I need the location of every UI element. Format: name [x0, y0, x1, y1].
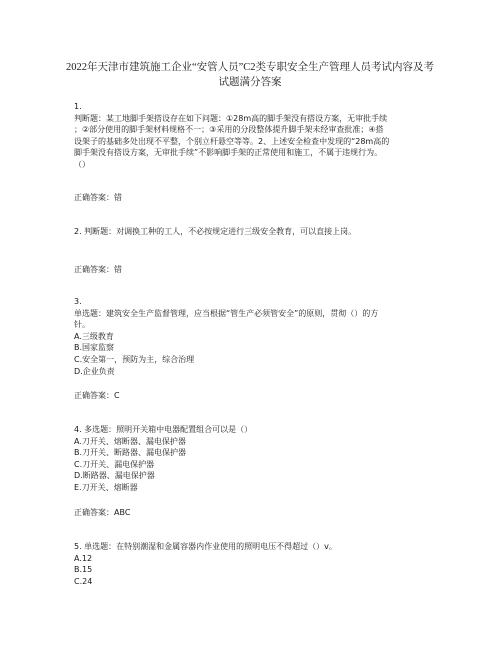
question-line: 脚手架没有搭设方案，无审批手续”不影响脚手架的正常使用和施工，不属于违规行为。 — [74, 148, 383, 158]
question-line: ；②部分使用的脚手架材料规格不一；③采用的分段整体提升脚手架未经审查批准；④搭 — [74, 125, 384, 135]
answer-3: 正确答案：C — [74, 391, 120, 400]
option-a: A.三级教育 — [74, 331, 114, 341]
question-1 — [74, 101, 434, 171]
question-line: 4. 多选题：照明开关箱中电器配置组合可以是（） — [74, 425, 253, 434]
question-line: 2. 判断题：对调换工种的工人，不必按规定进行三级安全教育，可以直接上岗。 — [74, 227, 357, 236]
question-line: 3. — [74, 297, 82, 306]
option-c: C.刀开关、漏电保护器 — [74, 459, 155, 469]
question-line: 设架子的基础多处出现不平整，个别立杆悬空等等。2、上述安全检查中发现的“28m高的 — [74, 136, 390, 146]
answer-1: 正确答案：错 — [74, 193, 122, 202]
title-line-1: 2022年天津市建筑施工企业“安管人员”C2类专职安全生产管理人员考试内容及考 — [65, 62, 435, 73]
option-d: D.企业负责 — [74, 366, 115, 376]
question-5 — [74, 541, 434, 587]
document-title — [60, 60, 440, 90]
question-line: 单选题：建筑安全生产监督管理，应当根据“管生产必须管安全”的原则，贯彻（）的方 — [74, 308, 379, 318]
option-b: B.15 — [74, 565, 93, 575]
option-a: A.刀开关、熔断器、漏电保护器 — [74, 436, 186, 446]
option-c: C.安全第一，预防为主，综合治理 — [74, 354, 195, 364]
question-line: 针。 — [74, 320, 90, 330]
question-line: 5. 单选题：在特别潮湿和金属容器内作业使用的照明电压不得超过（）v。 — [74, 542, 337, 551]
option-a: A.12 — [74, 553, 93, 563]
question-line: 判断题：某工地脚手架搭设存在如下问题：①28m高的脚手架没有搭设方案，无审批手续 — [74, 113, 388, 123]
option-b: B.国家监察 — [74, 343, 115, 353]
question-line: （） — [74, 159, 90, 169]
question-line: 1. — [74, 102, 82, 111]
option-e: E.刀开关、熔断器 — [74, 482, 138, 492]
option-d: D.断路器、漏电保护器 — [74, 471, 155, 481]
answer-2: 正确答案：错 — [74, 265, 122, 274]
title-line-2: 试题满分答案 — [218, 77, 282, 88]
question-4 — [74, 424, 434, 494]
question-2 — [74, 226, 434, 238]
option-c: C.24 — [74, 576, 93, 586]
question-3 — [74, 296, 434, 377]
option-b: B.刀开关、断路器、漏电保护器 — [74, 448, 187, 458]
answer-4: 正确答案：ABC — [74, 508, 131, 517]
